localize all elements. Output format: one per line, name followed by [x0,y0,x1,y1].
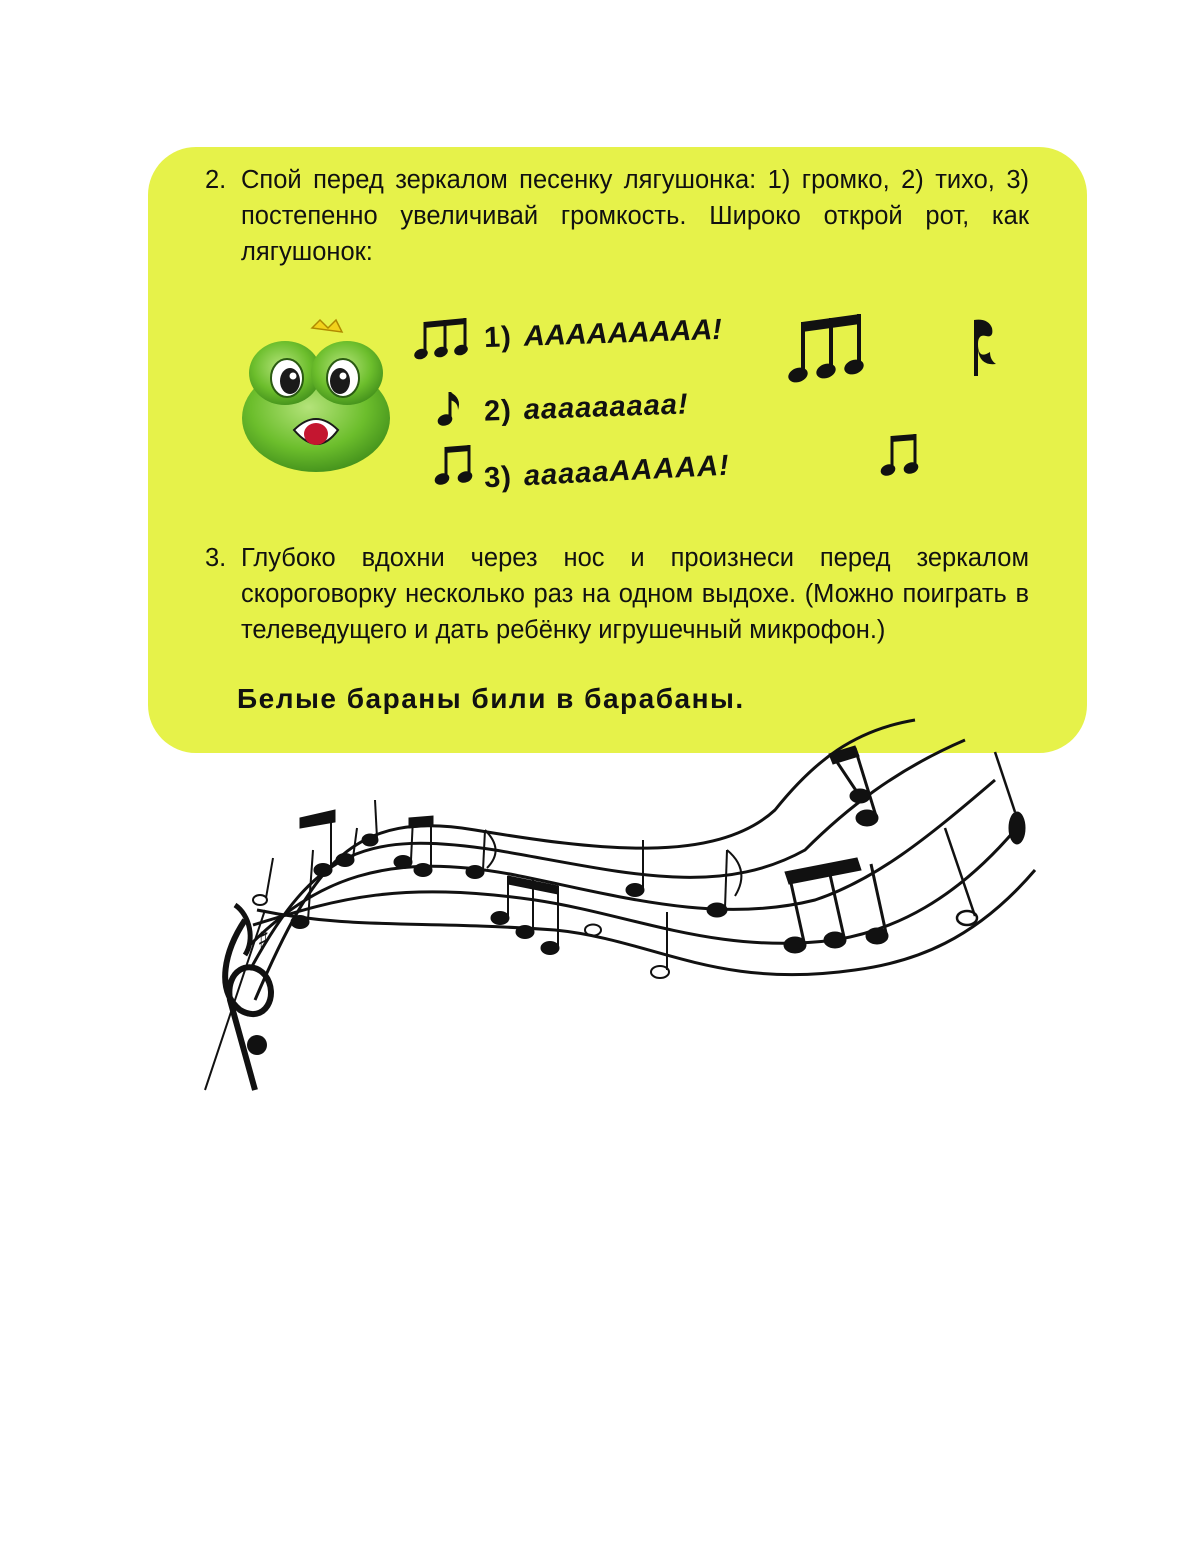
task-3-text: Глубоко вдохни через нос и произнеси перед зеркалом скороговорку несколько раз на одном выдохе. (Можно поиграть в телеведущего и дать ребёнку игрушечный микрофон.) [241,544,1029,644]
tongue-twister: Белые бараны били в барабаны. [237,683,745,714]
song-line-2-text: ааааааааа! [523,388,690,427]
double-note-icon [434,443,474,487]
music-staff-icon [195,700,1055,1100]
task-2-number: 2. [205,166,227,194]
svg-text:♯: ♯ [257,925,270,955]
triplet-note-icon [788,312,864,388]
triplet-note-icon [414,316,470,362]
frog-face-icon [238,318,394,476]
song-line-3-text: аааааAAAAA! [523,449,731,493]
double-note-icon [880,432,920,480]
song-line-1-text: AAAAAAAAA! [523,313,723,353]
task-2-text: Спой перед зеркалом песенку лягушонка: 1) громко, 2) тихо, 3) постепенно увеличивай громкость. Широко открой рот, как лягушонок: [241,166,1029,266]
quarter-rest-icon [964,316,1004,382]
task-2 [205,162,1029,270]
song-line-1-number: 1) [483,321,513,355]
song-line-3-number: 3) [483,461,513,495]
eighth-note-icon [436,388,466,428]
song-line-2-number: 2) [483,394,513,428]
task-3-number: 3. [205,544,227,572]
task-3 [205,540,1029,648]
